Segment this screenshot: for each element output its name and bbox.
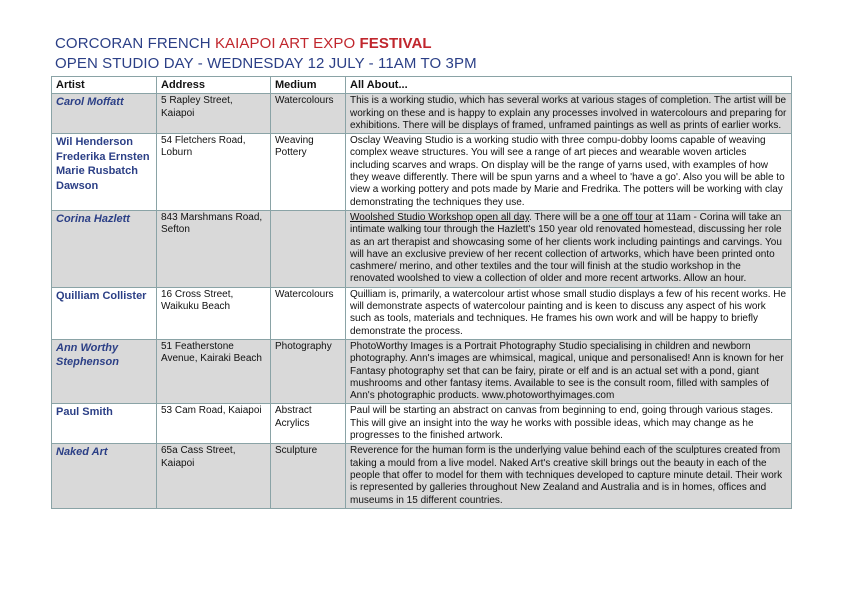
table-row — [52, 94, 792, 134]
table-row — [52, 287, 792, 339]
schedule-table — [51, 76, 792, 509]
medium-cell: Watercolours — [271, 94, 346, 134]
table-row — [52, 404, 792, 444]
artist-cell: Paul Smith — [52, 404, 157, 444]
title-organizer: CORCORAN FRENCH — [55, 35, 215, 52]
medium-cell: Photography — [271, 339, 346, 403]
column-header-artist: Artist — [52, 77, 157, 94]
tour-note: one off tour — [602, 211, 653, 223]
title-festival: FESTIVAL — [359, 35, 432, 52]
about-cell: This is a working studio, which has several works at various stages of completion. The artist will be working on these and is happy to explain any processes involved in watercolours and preparing for exhibitions. There will be displays of framed, unframed paintings as well as prints of earlier works. — [346, 94, 792, 134]
column-header-medium: Medium — [271, 77, 346, 94]
about-cell: Osclay Weaving Studio is a working studio with three compu-dobby looms capable of weaving complex weave structures. You will see a range of art pieces and wearable woven articles including scarves and wraps. On display will be the range of yarns used, with examples of how they weave differently. There will be spun yarns and a wheel to 'have a go'. Also you will be able to view a working pottery and pots made by Marie and Fredrika. The potters will be working with clay demonstrating the techniques they use. — [346, 134, 792, 211]
artist-cell: Quilliam Collister — [52, 287, 157, 339]
address-cell: 51 Featherstone Avenue, Kairaki Beach — [157, 339, 271, 403]
address-cell: 16 Cross Street, Waikuku Beach — [157, 287, 271, 339]
artist-cell: Corina Hazlett — [52, 210, 157, 287]
table-header-row — [52, 77, 792, 94]
about-cell: PhotoWorthy Images is a Portrait Photography Studio specialising in children and newborn photography. Ann's images are whimsical, magical, unique and personalised! Ann is known for her Fantasy photography set that can be fairy, pirate or elf and is an actual set with a pond, giant mushrooms and other fantasy items. Available to see is the consult room, filled with samples of Ann's photographic products. www.photoworthyimages.com — [346, 339, 792, 403]
medium-cell: Abstract Acrylics — [271, 404, 346, 444]
medium-cell: Weaving Pottery — [271, 134, 346, 211]
artist-cell: Carol Moffatt — [52, 94, 157, 134]
address-cell: 53 Cam Road, Kaiapoi — [157, 404, 271, 444]
address-cell: 54 Fletchers Road, Loburn — [157, 134, 271, 211]
about-cell — [346, 210, 792, 287]
about-text-mid: . There will be a — [529, 211, 603, 223]
about-cell: Paul will be starting an abstract on canvas from beginning to end, going through various stages. This will give an insight into the way he works with possible ideas, which may change as he progresses to the finished artwork. — [346, 404, 792, 444]
table-row — [52, 210, 792, 287]
column-header-address: Address — [157, 77, 271, 94]
table-row — [52, 134, 792, 211]
artist-cell: Naked Art — [52, 444, 157, 508]
artist-cell: Ann Worthy Stephenson — [52, 339, 157, 403]
address-cell: 843 Marshmans Road, Sefton — [157, 210, 271, 287]
address-cell: 65a Cass Street, Kaiapoi — [157, 444, 271, 508]
about-cell: Quilliam is, primarily, a watercolour artist whose small studio displays a few of his recent works. He will demonstrate aspects of watercolour painting and is keen to discuss any aspect of his work such as tools, materials and techniques. He frames his own work and will be happy to briefly demonstrate the process. — [346, 287, 792, 339]
table-row — [52, 339, 792, 403]
page-title — [55, 35, 795, 52]
about-text-rest: at 11am - Corina will take an intimate walking tour through the Hazlett's 150 year old renovated homestead, discussing her role as an art therapist and showcasing some of her clients work including paintings and carvings. You will have an exclusive preview of her recent collection of artworks, which have been printed onto cashmere/ merino, and other textiles and the tour will finish at the studio workshop in the renovated woolshed to view a collection of older and more recent artworks. Allow an hour. — [350, 211, 782, 285]
medium-cell: Watercolours — [271, 287, 346, 339]
studio-open-note: Woolshed Studio Workshop open all day — [350, 211, 529, 223]
column-header-about: All About... — [346, 77, 792, 94]
address-cell: 5 Rapley Street, Kaiapoi — [157, 94, 271, 134]
artist-cell: Wil Henderson Frederika Ernsten Marie Rusbatch Dawson — [52, 134, 157, 211]
title-event: KAIAPOI ART EXPO — [214, 35, 360, 52]
medium-cell: Sculpture — [271, 444, 346, 508]
about-cell: Reverence for the human form is the underlying value behind each of the sculptures created from taking a mould from a live model. Naked Art's creative skill brings out the beauty in each of the people that offer to model for them with techniques developed to capture minute detail. Their work is represented by galleries throughout New Zealand and Australia and is in homes, offices and museums in 15 different countries. — [346, 444, 792, 508]
table-row — [52, 444, 792, 508]
medium-cell — [271, 210, 346, 287]
page-subtitle: OPEN STUDIO DAY - WEDNESDAY 12 JULY - 11AM TO 3PM — [55, 55, 477, 72]
